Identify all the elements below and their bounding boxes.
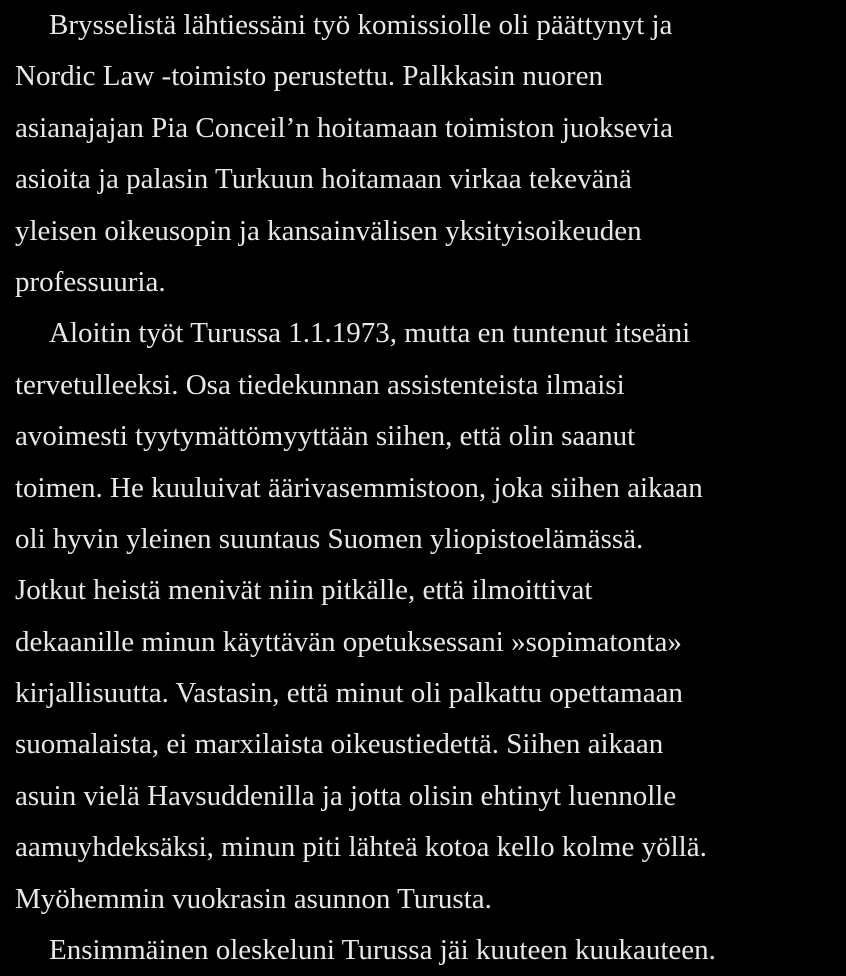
paragraph-3-line-1: Ensimmäinen oleskeluni Turussa jäi kuuteen kuukauteen. (49, 934, 716, 967)
paragraph-2-line-10: asuin vielä Havsuddenilla ja jotta olisin ehtinyt luennolle (15, 779, 677, 812)
paragraph-1-line-5: yleisen oikeusopin ja kansainvälisen yksityisoikeuden (15, 214, 642, 247)
paragraph-2-line-9: suomalaista, ei marxilaista oikeustiedettä. Siihen aikaan (15, 728, 664, 761)
paragraph-2-line-12: Myöhemmin vuokrasin asunnon Turusta. (15, 882, 492, 915)
paragraph-2-line-2: tervetulleeksi. Osa tiedekunnan assistenteista ilmaisi (15, 368, 625, 401)
paragraph-2-line-3: avoimesti tyytymättömyyttään siihen, että olin saanut (15, 420, 636, 453)
paragraph-1-line-6: professuuria. (15, 265, 166, 298)
paragraph-2-line-6: Jotkut heistä menivät niin pitkälle, että ilmoittivat (15, 574, 593, 607)
paragraph-1-line-1: Brysselistä lähtiessäni työ komissiolle oli päättynyt ja (49, 9, 673, 41)
paragraph-1-line-3: asianajajan Pia Conceil’n hoitamaan toimiston juoksevia (15, 111, 673, 144)
paragraph-2-line-7: dekaanille minun käyttävän opetuksessani »sopimatonta» (15, 625, 682, 658)
paragraph-1-line-2: Nordic Law -toimisto perustettu. Palkkasin nuoren (15, 60, 603, 93)
body-text (15, 0, 835, 976)
paragraph-2-line-8: kirjallisuutta. Vastasin, että minut oli palkattu opettamaan (15, 677, 683, 710)
paragraph-1-line-4: asioita ja palasin Turkuun hoitamaan virkaa tekevänä (15, 163, 632, 196)
paragraph-2-line-5: oli hyvin yleinen suuntaus Suomen yliopistoelämässä. (15, 522, 644, 555)
paragraph-2-line-11: aamuyhdeksäksi, minun piti lähteä kotoa kello kolme yöllä. (15, 831, 707, 864)
paragraph-2-line-1: Aloitin työt Turussa 1.1.1973, mutta en tuntenut itseäni (49, 317, 691, 350)
paragraph-2-line-4: toimen. He kuuluivat äärivasemmistoon, joka siihen aikaan (15, 471, 703, 504)
